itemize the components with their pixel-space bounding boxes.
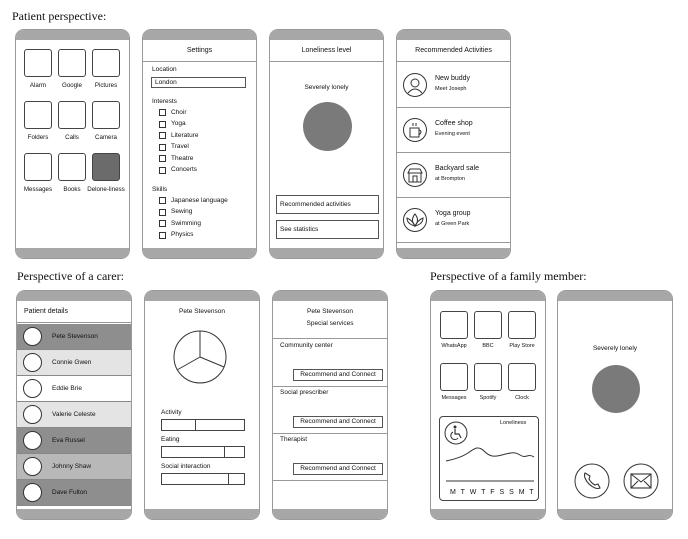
app-label: Calls: [65, 134, 79, 141]
activity-name: Yoga group: [435, 210, 471, 217]
services-patient-name: Pete Stevenson: [307, 308, 353, 315]
app-icon-books[interactable]: [58, 153, 86, 181]
metric-bar: [161, 419, 245, 431]
activity-subtitle: Evening event: [435, 131, 470, 137]
metric-label: Social interaction: [161, 463, 211, 470]
services-subtitle: Special services: [306, 320, 354, 327]
metric-level-marker: [224, 447, 225, 457]
activity-item[interactable]: [397, 64, 510, 108]
metric-bar: [161, 473, 245, 485]
patient-name: Pete Stevenson: [179, 308, 225, 315]
nav-bar: [145, 509, 259, 519]
app-icon-spotify[interactable]: [474, 363, 502, 391]
activities-screen: [396, 29, 511, 259]
loneliness-screen: [269, 29, 384, 259]
patient-row[interactable]: [17, 376, 131, 402]
family-home-screen: [430, 290, 546, 520]
activity-subtitle: at Green Park: [435, 221, 470, 227]
checkbox[interactable]: [159, 167, 166, 174]
activity-subtitle: Meet Joseph: [435, 86, 467, 92]
status-bar: [16, 30, 129, 40]
divider: [273, 480, 387, 481]
status-bar: [397, 30, 510, 40]
checkbox[interactable]: [159, 144, 166, 151]
patient-home-screen: [15, 29, 130, 259]
app-label: Clock: [515, 395, 529, 401]
loneliness-widget[interactable]: [439, 416, 539, 501]
patient-row[interactable]: [17, 480, 131, 506]
checkbox[interactable]: [159, 232, 166, 239]
nav-bar: [397, 248, 510, 258]
activity-name: Coffee shop: [435, 120, 473, 127]
patient-row[interactable]: [17, 428, 131, 454]
checkbox-label: Yoga: [171, 120, 186, 127]
avatar: [23, 483, 42, 502]
activity-name: Backyard sale: [435, 165, 479, 172]
nav-bar: [17, 509, 131, 519]
skills-label: Skills: [152, 186, 168, 193]
patient-row[interactable]: [17, 454, 131, 480]
pie-chart: [172, 329, 228, 385]
metric-bar: [161, 446, 245, 458]
nav-bar: [143, 248, 256, 258]
checkbox-label: Theatre: [171, 154, 194, 162]
checkbox[interactable]: [159, 121, 166, 128]
settings-title: Settings: [143, 40, 256, 62]
patient-name: Eddie Brie: [52, 385, 82, 392]
patient-name: Dave Fulton: [52, 489, 88, 496]
app-icon-clock[interactable]: [508, 363, 536, 391]
activity-name: New buddy: [435, 75, 471, 82]
checkbox[interactable]: [159, 132, 166, 139]
avatar: [23, 405, 42, 424]
shop-icon: [403, 163, 427, 187]
checkbox-label: Choir: [171, 108, 187, 116]
nav-bar: [270, 248, 383, 258]
avatar: [23, 457, 42, 476]
app-icon-camera[interactable]: [92, 101, 120, 129]
patient-name: Johnny Shaw: [52, 463, 92, 470]
service-label: Community center: [280, 342, 333, 349]
patient-name: Pete Stevenson: [52, 333, 98, 340]
settings-screen: [142, 29, 257, 259]
app-label: Spotify: [479, 395, 497, 401]
checkbox[interactable]: [159, 197, 166, 204]
family-loneliness-indicator: [592, 365, 640, 413]
widget-title: Loneliness: [500, 420, 527, 426]
patient-stats-screen: [144, 290, 260, 520]
app-label: Messages: [441, 395, 467, 401]
patient-details-screen: [16, 290, 132, 520]
app-label: Play Store: [509, 343, 535, 349]
mail-icon[interactable]: [623, 463, 659, 499]
special-services-screen: [272, 290, 388, 520]
lotus-icon: [403, 208, 427, 232]
checkbox[interactable]: [159, 155, 166, 162]
activities-title: Recommended Activities: [397, 40, 510, 62]
nav-bar: [431, 509, 545, 519]
app-icon-pictures[interactable]: [92, 49, 120, 77]
metric-level-marker: [228, 474, 229, 484]
app-icon-play-store[interactable]: [508, 311, 536, 339]
see-statistics-button[interactable]: See statistics: [276, 220, 379, 239]
divider: [273, 338, 387, 339]
loneliness-indicator: [303, 102, 352, 151]
app-label: Delone-liness: [87, 186, 125, 193]
section-title-patient: Patient perspective:: [12, 9, 107, 23]
app-label: Google: [62, 82, 82, 89]
week-day-labels: M T W T F S S M T: [450, 489, 536, 496]
interests-label: Interests: [152, 98, 177, 105]
patient-name: Eva Russel: [52, 437, 85, 444]
loneliness-title: Loneliness level: [270, 40, 383, 62]
activity-item[interactable]: [397, 199, 510, 243]
family-status-screen: [557, 290, 673, 520]
patient-row[interactable]: [17, 324, 131, 350]
patient-row[interactable]: [17, 350, 131, 376]
app-icon-calls[interactable]: [58, 101, 86, 129]
status-bar: [273, 291, 387, 301]
recommend-connect-button[interactable]: Recommend and Connect: [293, 369, 383, 381]
metric-level-marker: [195, 420, 196, 430]
status-bar: [431, 291, 545, 301]
app-label: Camera: [94, 134, 117, 141]
app-icon-delone-liness[interactable]: [92, 153, 120, 181]
status-bar: [270, 30, 383, 40]
app-icon-folders[interactable]: [24, 101, 52, 129]
status-bar: [558, 291, 672, 301]
status-bar: [17, 291, 131, 301]
app-label: BBC: [482, 343, 494, 349]
app-icon-messages[interactable]: [24, 153, 52, 181]
checkbox[interactable]: [159, 109, 166, 116]
activity-item[interactable]: [397, 154, 510, 198]
app-label: Pictures: [94, 82, 118, 89]
avatar: [23, 327, 42, 346]
avatar: [23, 379, 42, 398]
checkbox-label: Japanese language: [171, 196, 228, 204]
metric-label: Activity: [161, 409, 182, 416]
metric-label: Eating: [161, 436, 180, 443]
app-label: Alarm: [29, 82, 47, 89]
checkbox-label: Travel: [171, 143, 189, 150]
person-icon: [403, 73, 427, 97]
service-label: Therapist: [280, 436, 308, 443]
checkbox-label: Swimming: [171, 219, 201, 227]
checkbox-label: Literature: [171, 131, 199, 139]
status-bar: [143, 30, 256, 40]
status-bar: [145, 291, 259, 301]
phone-call-icon[interactable]: [574, 463, 610, 499]
app-icon-messages[interactable]: [440, 363, 468, 391]
loneliness-trend-line: [444, 431, 536, 483]
recommended-activities-button[interactable]: Recommended activities: [276, 195, 379, 214]
service-label: Social prescriber: [280, 389, 329, 396]
checkbox[interactable]: [159, 220, 166, 227]
section-title-family: Perspective of a family member:: [430, 269, 587, 283]
recommend-connect-button[interactable]: Recommend and Connect: [293, 416, 383, 428]
avatar: [23, 353, 42, 372]
patient-name: Connie Gwen: [52, 359, 92, 366]
nav-bar: [16, 248, 129, 258]
checkbox-label: Physics: [171, 231, 194, 238]
loneliness-status: Severely lonely: [304, 84, 349, 91]
divider: [273, 433, 387, 434]
app-icon-alarm[interactable]: [24, 49, 52, 77]
avatar: [23, 431, 42, 450]
family-loneliness-status: Severely lonely: [592, 345, 638, 352]
activity-item[interactable]: [397, 109, 510, 153]
app-label: WhatsApp: [441, 343, 467, 349]
app-icon-bbc[interactable]: [474, 311, 502, 339]
recommend-connect-button[interactable]: Recommend and Connect: [293, 463, 383, 475]
activity-subtitle: at Brompton: [435, 176, 465, 182]
patient-details-title: Patient details: [17, 301, 131, 323]
nav-bar: [558, 509, 672, 519]
app-label: Folders: [27, 134, 49, 141]
section-title-carer: Perspective of a carer:: [17, 269, 124, 283]
location-label: Location: [152, 66, 177, 73]
app-label: Messages: [23, 186, 53, 193]
checkbox-label: Sewing: [171, 208, 193, 215]
checkbox-label: Concerts: [171, 166, 198, 173]
patient-name: Valerie Celeste: [52, 411, 96, 418]
checkbox[interactable]: [159, 209, 166, 216]
app-label: Books: [63, 186, 81, 193]
app-icon-whatsapp[interactable]: [440, 311, 468, 339]
divider: [273, 386, 387, 387]
nav-bar: [273, 509, 387, 519]
coffee-icon: [403, 118, 427, 142]
patient-row[interactable]: [17, 402, 131, 428]
app-icon-google[interactable]: [58, 49, 86, 77]
location-input[interactable]: London: [151, 77, 246, 88]
